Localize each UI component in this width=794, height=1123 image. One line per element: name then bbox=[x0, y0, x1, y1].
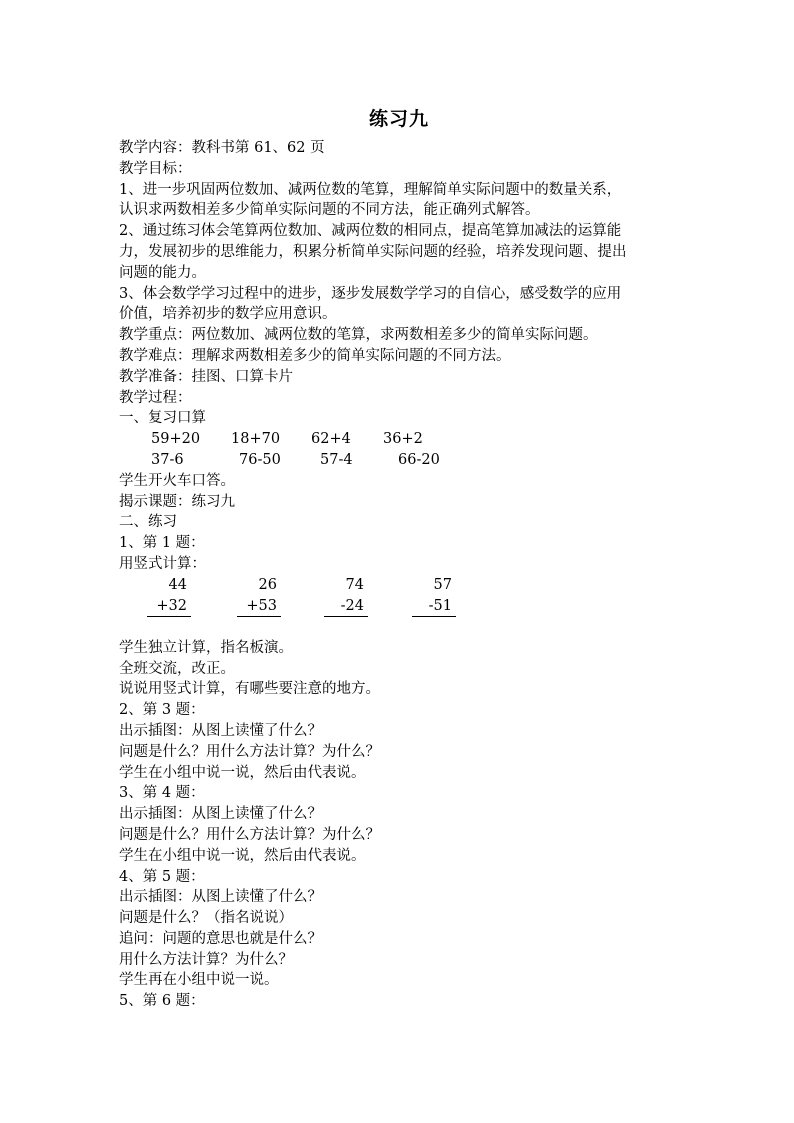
oral-calc-row-2 bbox=[119, 450, 679, 471]
text-line: 追问：问题的意思也就是什么？ bbox=[119, 930, 322, 947]
text-line: 全班交流，改正。 bbox=[119, 660, 235, 677]
text-line: 学生在小组中说一说，然后由代表说。 bbox=[119, 847, 366, 864]
vertical-bottom-number: +32 bbox=[147, 596, 191, 617]
vertical-problem bbox=[237, 575, 281, 617]
text-line: 一、复习口算 bbox=[119, 410, 206, 427]
text-line: 2、第 3 题： bbox=[119, 702, 205, 719]
vertical-problem bbox=[324, 575, 368, 617]
text-line: 1、进一步巩固两位数加、减两位数的笔算，理解简单实际问题中的数量关系， bbox=[119, 181, 622, 198]
document-page bbox=[119, 106, 679, 1012]
vertical-calculations bbox=[119, 575, 679, 617]
text-line: 教学目标： bbox=[119, 160, 192, 177]
oral-calc-item: 62+4 bbox=[311, 431, 351, 448]
oral-calc-item: 57-4 bbox=[320, 451, 353, 468]
document-title: 练习九 bbox=[368, 108, 429, 130]
oral-calc-row-1 bbox=[119, 429, 679, 450]
vertical-problem bbox=[147, 575, 191, 617]
text-line: 问题是什么？（指名说说） bbox=[119, 910, 293, 927]
header-section bbox=[119, 138, 679, 429]
text-line: 1、第 1 题： bbox=[119, 535, 205, 552]
text-line: 出示插图：从图上读懂了什么？ bbox=[119, 722, 322, 739]
footer-section bbox=[119, 638, 679, 1012]
text-line: 说说用竖式计算，有哪些要注意的地方。 bbox=[119, 681, 380, 698]
spacer bbox=[119, 617, 679, 638]
text-line: 3、体会数学学习过程中的进步，逐步发展数学学习的自信心，感受数学的应用 bbox=[119, 285, 622, 302]
text-line: 认识求两数相差多少简单实际问题的不同方法，能正确列式解答。 bbox=[119, 202, 540, 219]
oral-calc-item: 76-50 bbox=[239, 451, 281, 468]
vertical-bottom-number: +53 bbox=[237, 596, 281, 617]
text-line: 教学重点：两位数加、减两位数的笔算，求两数相差多少的简单实际问题。 bbox=[119, 327, 598, 344]
text-line: 教学准备：挂图、口算卡片 bbox=[119, 368, 293, 385]
oral-calc-item: 37-6 bbox=[151, 451, 184, 468]
oral-calc-item: 66-20 bbox=[398, 451, 440, 468]
vertical-top-number: 26 bbox=[258, 576, 277, 593]
oral-calc-item: 59+20 bbox=[151, 431, 201, 448]
text-line: 揭示课题：练习九 bbox=[119, 493, 235, 510]
text-line: 出示插图：从图上读懂了什么？ bbox=[119, 889, 322, 906]
vertical-bottom-number: -24 bbox=[324, 596, 368, 617]
oral-calc-item: 36+2 bbox=[383, 431, 423, 448]
vertical-top-number: 44 bbox=[168, 576, 187, 593]
vertical-top-number: 74 bbox=[345, 576, 364, 593]
text-line: 学生独立计算，指名板演。 bbox=[119, 639, 293, 656]
text-line: 学生开火车口答。 bbox=[119, 472, 235, 489]
text-line: 教学内容：教科书第 61、62 页 bbox=[119, 140, 325, 156]
middle-section bbox=[119, 471, 679, 575]
text-line: 教学难点：理解求两数相差多少的简单实际问题的不同方法。 bbox=[119, 347, 511, 364]
vertical-problem bbox=[412, 575, 456, 617]
vertical-top-number: 57 bbox=[433, 576, 452, 593]
text-line: 4、第 5 题： bbox=[119, 868, 205, 885]
text-line: 5、第 6 题： bbox=[119, 993, 205, 1010]
text-line: 教学过程： bbox=[119, 389, 192, 406]
text-line: 2、通过练习体会笔算两位数加、减两位数的相同点，提高笔算加减法的运算能 bbox=[119, 223, 622, 240]
text-line: 用什么方法计算？为什么？ bbox=[119, 951, 293, 968]
text-line: 3、第 4 题： bbox=[119, 785, 205, 802]
text-line: 学生再在小组中说一说。 bbox=[119, 972, 279, 989]
vertical-bottom-number: -51 bbox=[412, 596, 456, 617]
text-line: 问题是什么？用什么方法计算？为什么？ bbox=[119, 743, 380, 760]
text-line: 力，发展初步的思维能力，积累分析简单实际问题的经验，培养发现问题、提出 bbox=[119, 243, 627, 260]
text-line: 出示插图：从图上读懂了什么？ bbox=[119, 806, 322, 823]
text-line: 二、练习 bbox=[119, 514, 177, 531]
text-line: 问题是什么？用什么方法计算？为什么？ bbox=[119, 826, 380, 843]
text-line: 问题的能力。 bbox=[119, 264, 206, 281]
text-line: 用竖式计算： bbox=[119, 555, 206, 572]
text-line: 学生在小组中说一说，然后由代表说。 bbox=[119, 764, 366, 781]
text-line: 价值，培养初步的数学应用意识。 bbox=[119, 306, 337, 323]
oral-calc-item: 18+70 bbox=[231, 431, 281, 448]
